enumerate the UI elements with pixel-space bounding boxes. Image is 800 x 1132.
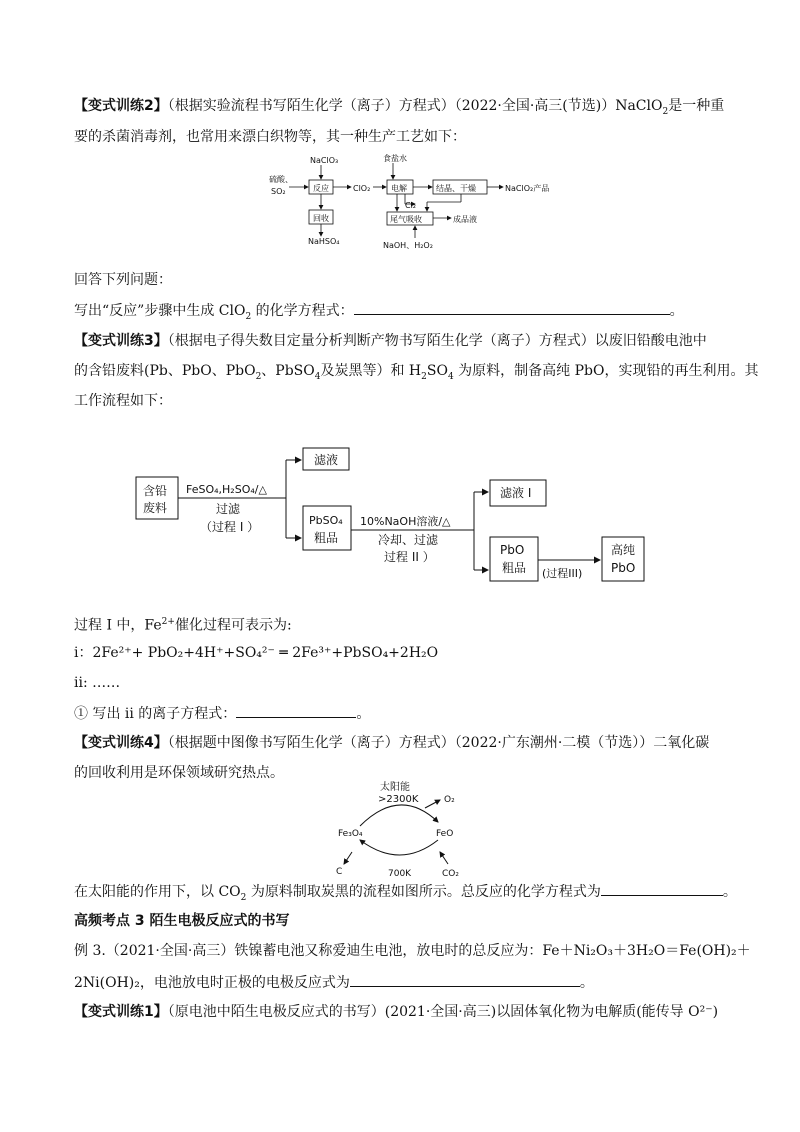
crude-label: 粗品 [314, 531, 339, 545]
reagent-2: 10%NaOH溶液/△ [360, 515, 451, 528]
section-heading: 高频考点 3 陌生电极反应式的书写 [74, 913, 290, 929]
exercise-3-line-3: 工作流程如下： [74, 393, 172, 409]
exercise-5-line-1: 【变式训练1】（原电池中陌生电极反应式的书写）(2021·全国·高三)以固体氧化物为电解质(能传导 O²⁻) [74, 1004, 719, 1020]
pbso4-label: PbSO₄ [309, 514, 343, 527]
exercise-4-line-2: 的回收利用是环保领域研究热点。 [74, 765, 284, 781]
lead-recycling-flowchart [130, 440, 670, 600]
exercise-2-line-2: 要的杀菌消毒剂，也常用来漂白织物等，其一种生产工艺如下： [74, 129, 466, 145]
naclo3-label: NaClO₃ [310, 156, 339, 165]
answer-blank[interactable] [350, 972, 580, 987]
process-1-label: （过程 I ） [200, 520, 260, 534]
nahso4-label: NaHSO₄ [308, 237, 340, 246]
example-3-line-1: 例 3.（2021·全国·高三）铁镍蓄电池又称爱迪生电池，放电时的总反应为：Fe＋Ni₂O₃＋3H₂O＝Fe(OH)₂＋ [74, 943, 751, 959]
question-1: 写出“反应”步骤中生成 ClO$_2$ 的化学方程式： 。 [74, 300, 684, 327]
exercise-3-line-2: 的含铅废料(Pb、PbO、PbO$_2$、PbSO$_4$及炭黑等）和 $H_2SO_4$ 为原料，制备高纯 PbO，实现铅的再生利用。其 [74, 363, 759, 382]
waste-label-1: 含铅 [143, 484, 168, 498]
question-3: ① 写出 ii 的离子方程式： 。 [74, 703, 370, 724]
exercise-label: 【变式训练4】 [74, 735, 168, 751]
cool-filter-label: 冷却、过滤 [378, 533, 439, 547]
process-description: 过程 I 中，$Fe^{2+}$催化过程可表示为: [74, 617, 292, 634]
exercise-label: 【变式训练3】 [74, 333, 168, 349]
process-3-label: (过程III) [542, 567, 583, 580]
react-label: 反应 [313, 184, 329, 193]
solar-label: 太阳能 [380, 782, 410, 793]
pure-label-1: 高纯 [611, 543, 636, 557]
product-label: NaClO₂产品 [505, 184, 550, 193]
so2-label: SO₂ [271, 187, 286, 196]
filter-label: 过滤 [216, 502, 241, 516]
finished-liquid-label: 成品液 [453, 215, 477, 224]
recover-label: 回收 [313, 214, 329, 223]
solar-cycle-diagram [330, 780, 490, 880]
answer-blank[interactable] [601, 881, 723, 896]
filtrate1-label: 滤液 I [500, 486, 532, 500]
reagent-1: FeSO₄,H₂SO₄/△ [186, 483, 267, 496]
electrolysis-label: 电解 [391, 184, 407, 193]
filtrate-label: 滤液 [314, 453, 339, 467]
waste-label-2: 废料 [143, 501, 168, 515]
crystal-label: 结晶、干燥 [436, 184, 476, 193]
crude2-label: 粗品 [502, 561, 527, 575]
naoh-label: NaOH、H₂O₂ [383, 241, 433, 250]
equation-ii: ii: …… [74, 675, 121, 691]
answer-prompt: 回答下列问题： [74, 272, 172, 288]
c-label: C [336, 867, 343, 877]
temp-high-label: >2300K [378, 794, 419, 805]
pbo-label: PbO [500, 543, 525, 557]
answer-blank[interactable] [236, 703, 356, 718]
acid-label: 硫酸、 [269, 175, 293, 184]
salt-water-label: 食盐水 [383, 154, 407, 163]
exercise-label: 【变式训练1】 [74, 1004, 168, 1020]
feo-label: FeO [436, 829, 454, 839]
pure-label-2: PbO [611, 561, 636, 575]
exercise-2-line-1: 【变式训练2】（根据实验流程书写陌生化学（离子）方程式）（2022·全国·高三(节选)）NaClO$_2$是一种重 [74, 98, 725, 117]
example-3-line-2: 2Ni(OH)₂，电池放电时正极的电极反应式为 。 [74, 972, 594, 993]
exercise-label: 【变式训练2】 [74, 98, 168, 114]
answer-blank[interactable] [354, 300, 670, 315]
temp-low-label: 700K [388, 869, 412, 879]
tail-gas-label: 尾气吸收 [390, 215, 422, 224]
naclo2-process-diagram [265, 152, 565, 252]
exercise-4-line-1: 【变式训练4】（根据题中图像书写陌生化学（离子）方程式）（2022·广东潮州·二模（节选））二氧化碳 [74, 735, 710, 751]
fe3o4-label: Fe₃O₄ [338, 829, 363, 839]
exercise-3-line-1: 【变式训练3】（根据电子得失数目定量分析判断产物书写陌生化学（离子）方程式）以废旧铅酸电池中 [74, 333, 707, 349]
co2-label: CO₂ [442, 869, 459, 879]
cl2-label: Cl₂ [405, 201, 417, 210]
clo2-label: ClO₂ [353, 184, 371, 193]
equation-i: i：2Fe²⁺+ PbO₂+4H⁺+SO₄²⁻ ═ 2Fe³⁺+PbSO₄+2H₂O [74, 645, 439, 661]
o2-label: O₂ [444, 795, 455, 805]
process-2-label: 过程 II ） [384, 550, 435, 564]
question-4: 在太阳能的作用下，以 $CO_2$ 为原料制取炭黑的流程如图所示。总反应的化学方程式为 。 [74, 881, 737, 908]
